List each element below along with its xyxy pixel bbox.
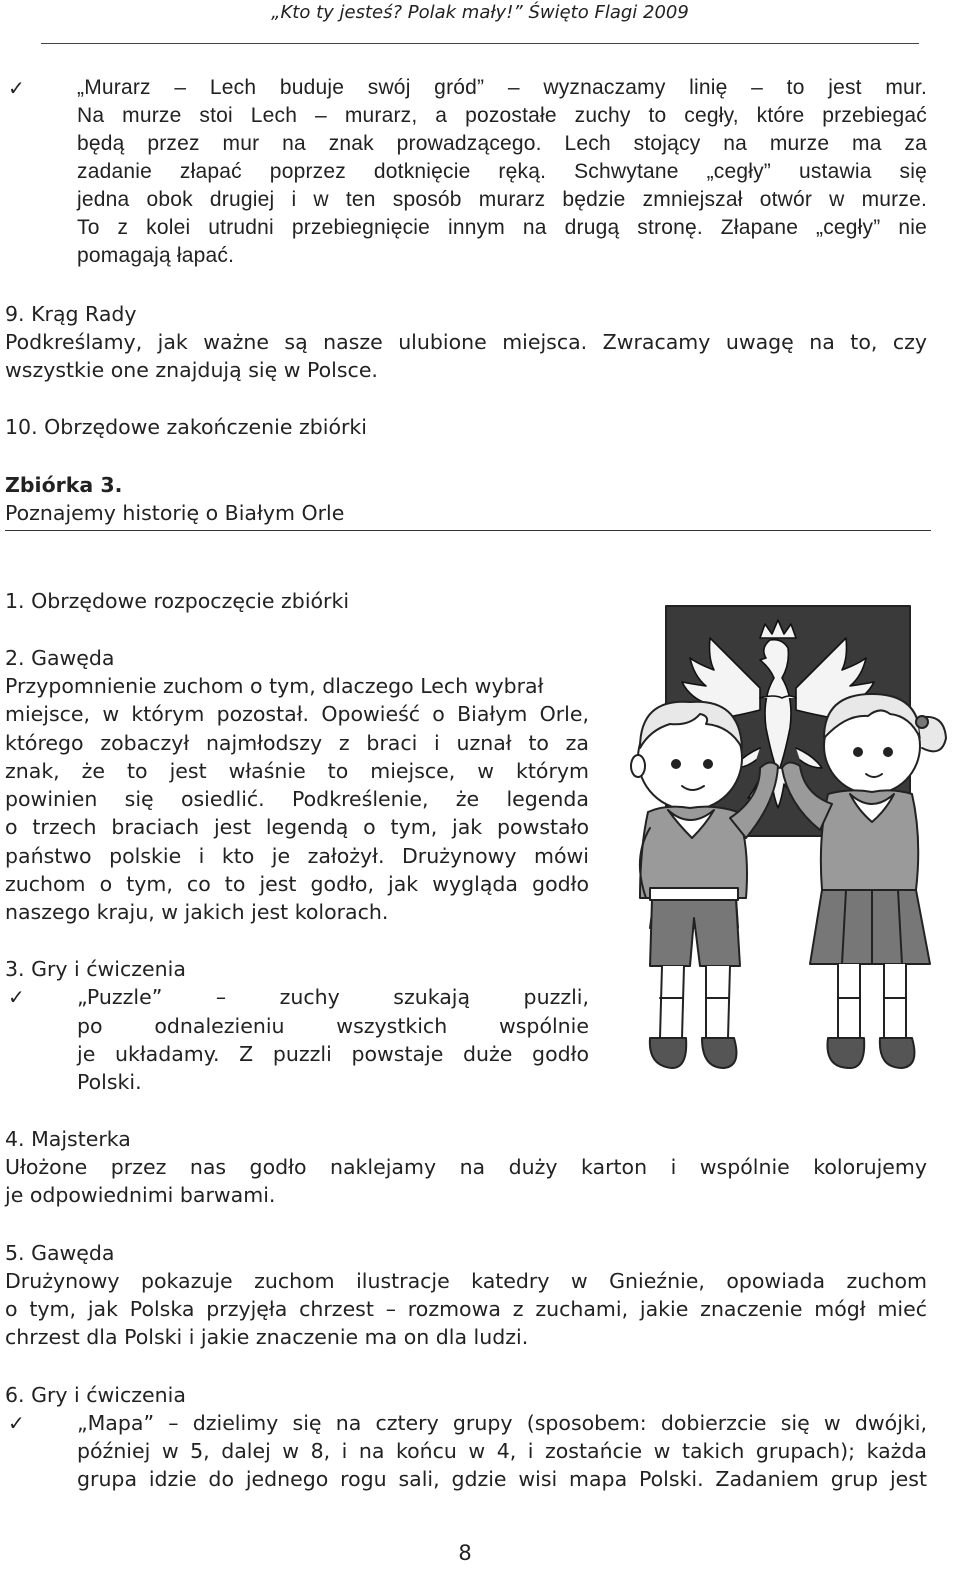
header-divider	[41, 43, 919, 44]
paragraph-line: Podkreślamy, jak ważne są nasze ulubione miejsca. Zwracamy uwagę na to, czy	[5, 330, 927, 354]
children-with-eagle-emblem-illustration	[610, 598, 950, 1113]
section-heading: 1. Obrzędowe rozpoczęcie zbiórki	[5, 589, 350, 613]
puzzle-line: po odnalezieniu wszystkich wspólnie	[77, 1014, 589, 1038]
paragraph-line: znak, że to jest właśnie to miejsce, w którym	[5, 759, 589, 783]
checkmark-icon: ✓	[8, 985, 25, 1009]
murarz-line: „Murarz – Lech buduje swój gród” – wyznaczamy linię – to jest mur.	[77, 76, 927, 99]
paragraph-line: je odpowiednimi barwami.	[5, 1183, 276, 1207]
murarz-line: jedna obok drugiej i w ten sposób murarz będzie zmniejszał otwór w murze.	[77, 188, 927, 211]
paragraph-line: państwo polskie i kto je założył. Drużynowy mówi	[5, 844, 589, 868]
murarz-line: będą przez mur na znak prowadzącego. Lech stojący na murze ma za	[77, 132, 927, 155]
paragraph-line: chrzest dla Polski i jakie znaczenie ma on dla ludzi.	[5, 1325, 529, 1349]
section-heading: 2. Gawęda	[5, 646, 115, 670]
paragraph-line: Przypomnienie zuchom o tym, dlaczego Lech wybrał	[5, 674, 544, 698]
page-number: 8	[458, 1541, 472, 1565]
meeting-subtitle: Poznajemy historię o Białym Orle	[5, 501, 345, 525]
paragraph-line: o trzech braciach jest legendą o tym, jak powstało	[5, 815, 589, 839]
paragraph-line: którego zobaczył najmłodszy z braci i uznał to za	[5, 731, 589, 755]
paragraph-line: powinien się osiedlić. Podkreślenie, że legenda	[5, 787, 589, 811]
paragraph-line: wszystkie one znajdują się w Polsce.	[5, 358, 378, 382]
section-heading: 10. Obrzędowe zakończenie zbiórki	[5, 415, 367, 439]
paragraph-line: o tym, jak Polska przyjęła chrzest – rozmowa z zuchami, jakie znaczenie mógł mieć	[5, 1297, 927, 1321]
paragraph-line: miejsce, w którym pozostał. Opowieść o Białym Orle,	[5, 702, 589, 726]
murarz-line: zadanie złapać poprzez dotknięcie ręką. Schwytane „cegły” ustawia się	[77, 160, 927, 183]
mapa-line: „Mapa” – dzielimy się na cztery grupy (sposobem: dobierzcie się w dwójki,	[77, 1411, 927, 1435]
murarz-line: Na murze stoi Lech – murarz, a pozostałe zuchy to cegły, które przebiegać	[77, 104, 927, 127]
section-heading: 9. Krąg Rady	[5, 302, 137, 326]
paragraph-line: Ułożone przez nas godło naklejamy na duży karton i wspólnie kolorujemy	[5, 1155, 927, 1179]
puzzle-line: je układamy. Z puzzli powstaje duże godło	[77, 1042, 589, 1066]
paragraph-line: naszego kraju, w jakich jest kolorach.	[5, 900, 389, 924]
paragraph-line: zuchom o tym, co to jest godło, jak wygląda godło	[5, 872, 589, 896]
paragraph-line: Drużynowy pokazuje zuchom ilustracje katedry w Gnieźnie, opowiada zuchom	[5, 1269, 927, 1293]
mapa-line: później w 5, dalej w 8, i na końcu w 4, i zostańcie w takich grupach); każda	[77, 1439, 927, 1463]
checkmark-icon: ✓	[8, 76, 25, 100]
section-divider	[5, 530, 931, 531]
section-heading: 3. Gry i ćwiczenia	[5, 957, 186, 981]
murarz-line: pomagają łapać.	[77, 244, 235, 267]
checkmark-icon: ✓	[8, 1411, 25, 1435]
meeting-title: Zbiórka 3.	[5, 473, 123, 497]
puzzle-line: Polski.	[77, 1070, 142, 1094]
section-heading: 4. Majsterka	[5, 1127, 131, 1151]
murarz-line: To z kolei utrudni przebiegnięcie innym na drugą stronę. Złapane „cegły” nie	[77, 216, 927, 239]
mapa-line: grupa idzie do jednego rogu sali, gdzie wisi mapa Polski. Zadaniem grup jest	[77, 1467, 927, 1491]
section-heading: 6. Gry i ćwiczenia	[5, 1383, 186, 1407]
page-header: „Kto ty jesteś? Polak mały!” Święto Flagi 2009	[271, 2, 689, 23]
section-heading: 5. Gawęda	[5, 1241, 115, 1265]
puzzle-line: „Puzzle” – zuchy szukają puzzli,	[77, 985, 589, 1009]
